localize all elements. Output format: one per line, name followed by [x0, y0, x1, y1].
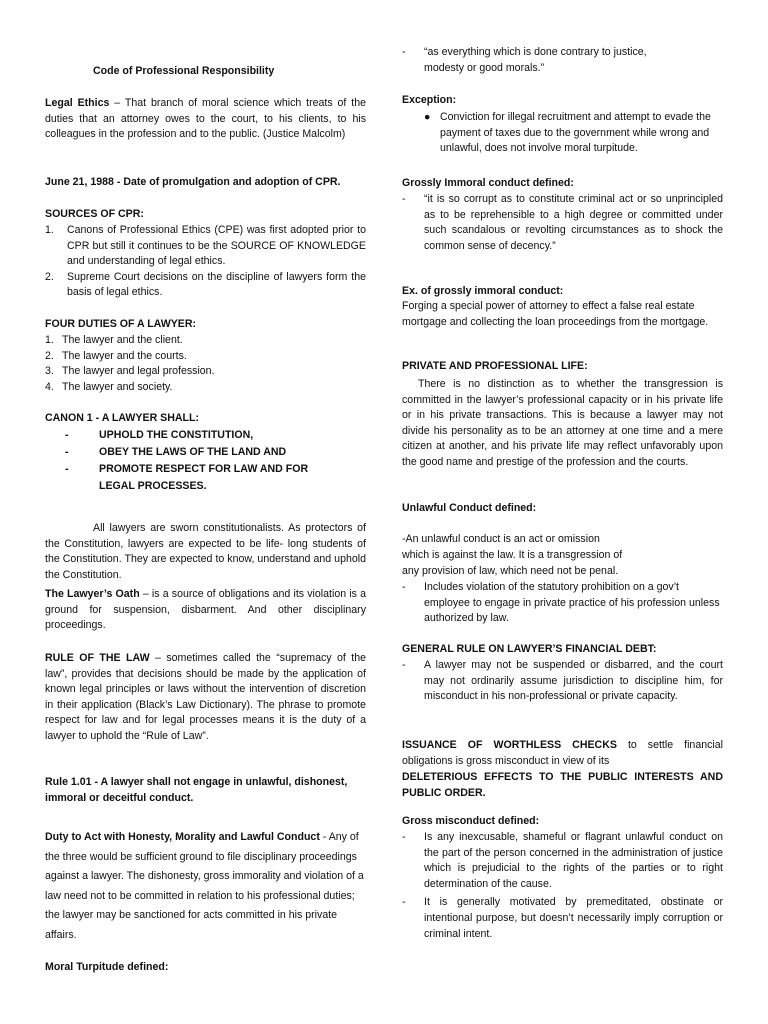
duty-paragraph: Duty to Act with Honesty, Morality and Lawful Conduct - Any of the three would be sufficient ground to file disciplinary proceedings against a lawyer. The dishonesty, gross immorality and violation of a law need not to be committed in relation to his professional duties; the lawyer may be sanctioned for acts committed in his private affairs. — [45, 831, 364, 941]
example-text: Forging a special power of attorney to effect a false real estate mortgage and collecting the loan proceedings from the mortgage. — [402, 300, 709, 328]
duties-heading: FOUR DUTIES OF A LAWYER: — [45, 318, 197, 330]
legal-ethics-paragraph — [45, 96, 366, 143]
duties-list — [45, 333, 366, 395]
list-item: - It is generally motivated by premeditated, obstinate or intentional purpose, but doesn’t necessarily imply corruption or criminal intent. — [402, 896, 723, 940]
list-item: 1. Canons of Professional Ethics (CPE) was first adopted prior to CPR but still it continues to be the SOURCE OF KNOWLEDGE and understanding of legal ethics. — [45, 224, 366, 268]
list-item: - “as everything which is done contrary to justice, modesty or good morals.” — [402, 46, 647, 74]
list-item: 3. The lawyer and legal profession. — [45, 365, 215, 378]
rule-101: Rule 1.01 - A lawyer shall not engage in unlawful, dishonest, immoral or deceitful conduct. — [45, 776, 348, 804]
gross-misconduct-heading: Gross misconduct defined: — [402, 815, 540, 827]
private-life-heading: PRIVATE AND PROFESSIONAL LIFE: — [402, 360, 588, 372]
list-item: - PROMOTE RESPECT FOR LAW AND FOR LEGAL PROCESSES. — [65, 463, 309, 492]
grossly-immoral-list — [402, 192, 723, 254]
canon-heading: CANON 1 - A LAWYER SHALL: — [45, 412, 199, 424]
exception-heading: Exception: — [402, 94, 457, 106]
list-item: 2. Supreme Court decisions on the discipline of lawyers form the basis of legal ethics. — [45, 270, 366, 299]
legal-ethics-definition: – That branch of moral science which treats of the duties that an attorney owes to the court, to his clients, to his colleagues in the profession and to the public. (Justice Malcolm) — [45, 97, 366, 141]
list-item: - A lawyer may not be suspended or disbarred, and the court may not ordinarily assume jurisdiction to discipline him, for misconduct in his non-professional or private capacity. — [402, 659, 723, 703]
unlawful-line-3: any provision of law, which need not be penal. — [402, 565, 619, 577]
date-line: June 21, 1988 - Date of promulgation and adoption of CPR. — [45, 176, 341, 188]
financial-debt-list — [402, 658, 723, 705]
private-life-text: There is no distinction as to whether the transgression is committed in the lawyer’s professional capacity or in his private life or in his private transactions. This is because a lawyer may not divide his personality as to be an attorney at one time and a mere citizen at another, and his private life may reflect unfavorably upon the good name and prestige of the profession and the courts. — [402, 378, 723, 468]
rule-of-law-paragraph: RULE OF THE LAW – sometimes called the “supremacy of the law”, provides that decisions should be made by the application of known legal principles or laws without the intervention of discretion in their application (Black’s Law Dictionary). The phrase to promote respect for law and for legal processes means it is the duty of a lawyer to uphold the “Rule of Law”. — [45, 652, 367, 742]
grossly-immoral-heading: Grossly Immoral conduct defined: — [402, 177, 574, 189]
sources-heading: SOURCES OF CPR: — [45, 208, 144, 220]
canon-list — [45, 427, 366, 495]
list-item: - Includes violation of the statutory prohibition on a gov’t employee to engage in private practice of his profession unless authorized by law. — [402, 581, 720, 625]
moral-quote-list — [402, 45, 723, 76]
constitutionalists-paragraph: All lawyers are sworn constitutionalists. As protectors of the Constitution, lawyers are expected to be life- long students of the Constitution. They are expected to know, understand and uphold the Constitution. — [45, 522, 366, 581]
duty-term: Duty to Act with Honesty, Morality and Lawful Conduct — [45, 831, 320, 843]
exception-list — [402, 110, 723, 157]
example-heading: Ex. of grossly immoral conduct: — [402, 285, 564, 297]
list-item: - “it is so corrupt as to constitute criminal act or so unprincipled as to be reprehensible to a high degree or committed under such scandalous or revolting circumstances as to shock the common sense of decency.” — [402, 193, 723, 252]
list-item: - UPHOLD THE CONSTITUTION, — [65, 429, 254, 441]
sources-list — [45, 223, 366, 301]
unlawful-line-1: -An unlawful conduct is an act or omission — [402, 533, 600, 545]
rule-of-law-term: RULE OF THE LAW — [45, 652, 150, 664]
unlawful-line-2: which is against the law. It is a transgression of — [402, 549, 623, 561]
document-title: Code of Professional Responsibility — [93, 65, 275, 77]
unlawful-list — [402, 580, 723, 627]
legal-ethics-term: Legal Ethics — [45, 97, 110, 109]
list-item: 2. The lawyer and the courts. — [45, 349, 187, 362]
lawyers-oath-paragraph: The Lawyer’s Oath – is a source of obligations and its violation is a ground for suspension, disbarment. And other disciplinary proceedings. — [45, 588, 366, 632]
list-item: ● Conviction for illegal recruitment and attempt to evade the payment of taxes due to the government while wrong and unlawful, does not involve moral turpitude. — [424, 111, 711, 155]
moral-turpitude-heading: Moral Turpitude defined: — [45, 961, 169, 973]
gross-misconduct-list — [402, 830, 723, 942]
worthless-checks-paragraph: ISSUANCE OF WORTHLESS CHECKS to settle financial obligations is gross misconduct in view of its — [402, 739, 723, 767]
lawyers-oath-term: The Lawyer’s Oath — [45, 588, 140, 600]
financial-debt-heading: GENERAL RULE ON LAWYER’S FINANCIAL DEBT: — [402, 643, 657, 655]
list-item: 4. The lawyer and society. — [45, 380, 173, 393]
unlawful-heading: Unlawful Conduct defined: — [402, 502, 537, 514]
deleterious-effects: DELETERIOUS EFFECTS TO THE PUBLIC INTERESTS AND PUBLIC ORDER. — [402, 771, 723, 799]
list-item: - Is any inexcusable, shameful or flagrant unlawful conduct on the part of the person concerned in the administration of justice which is prejudicial to the rights of the parties or to right determination of the cause. — [402, 831, 723, 890]
list-item: 1. The lawyer and the client. — [45, 334, 183, 346]
list-item: - OBEY THE LAWS OF THE LAND AND — [65, 446, 287, 458]
